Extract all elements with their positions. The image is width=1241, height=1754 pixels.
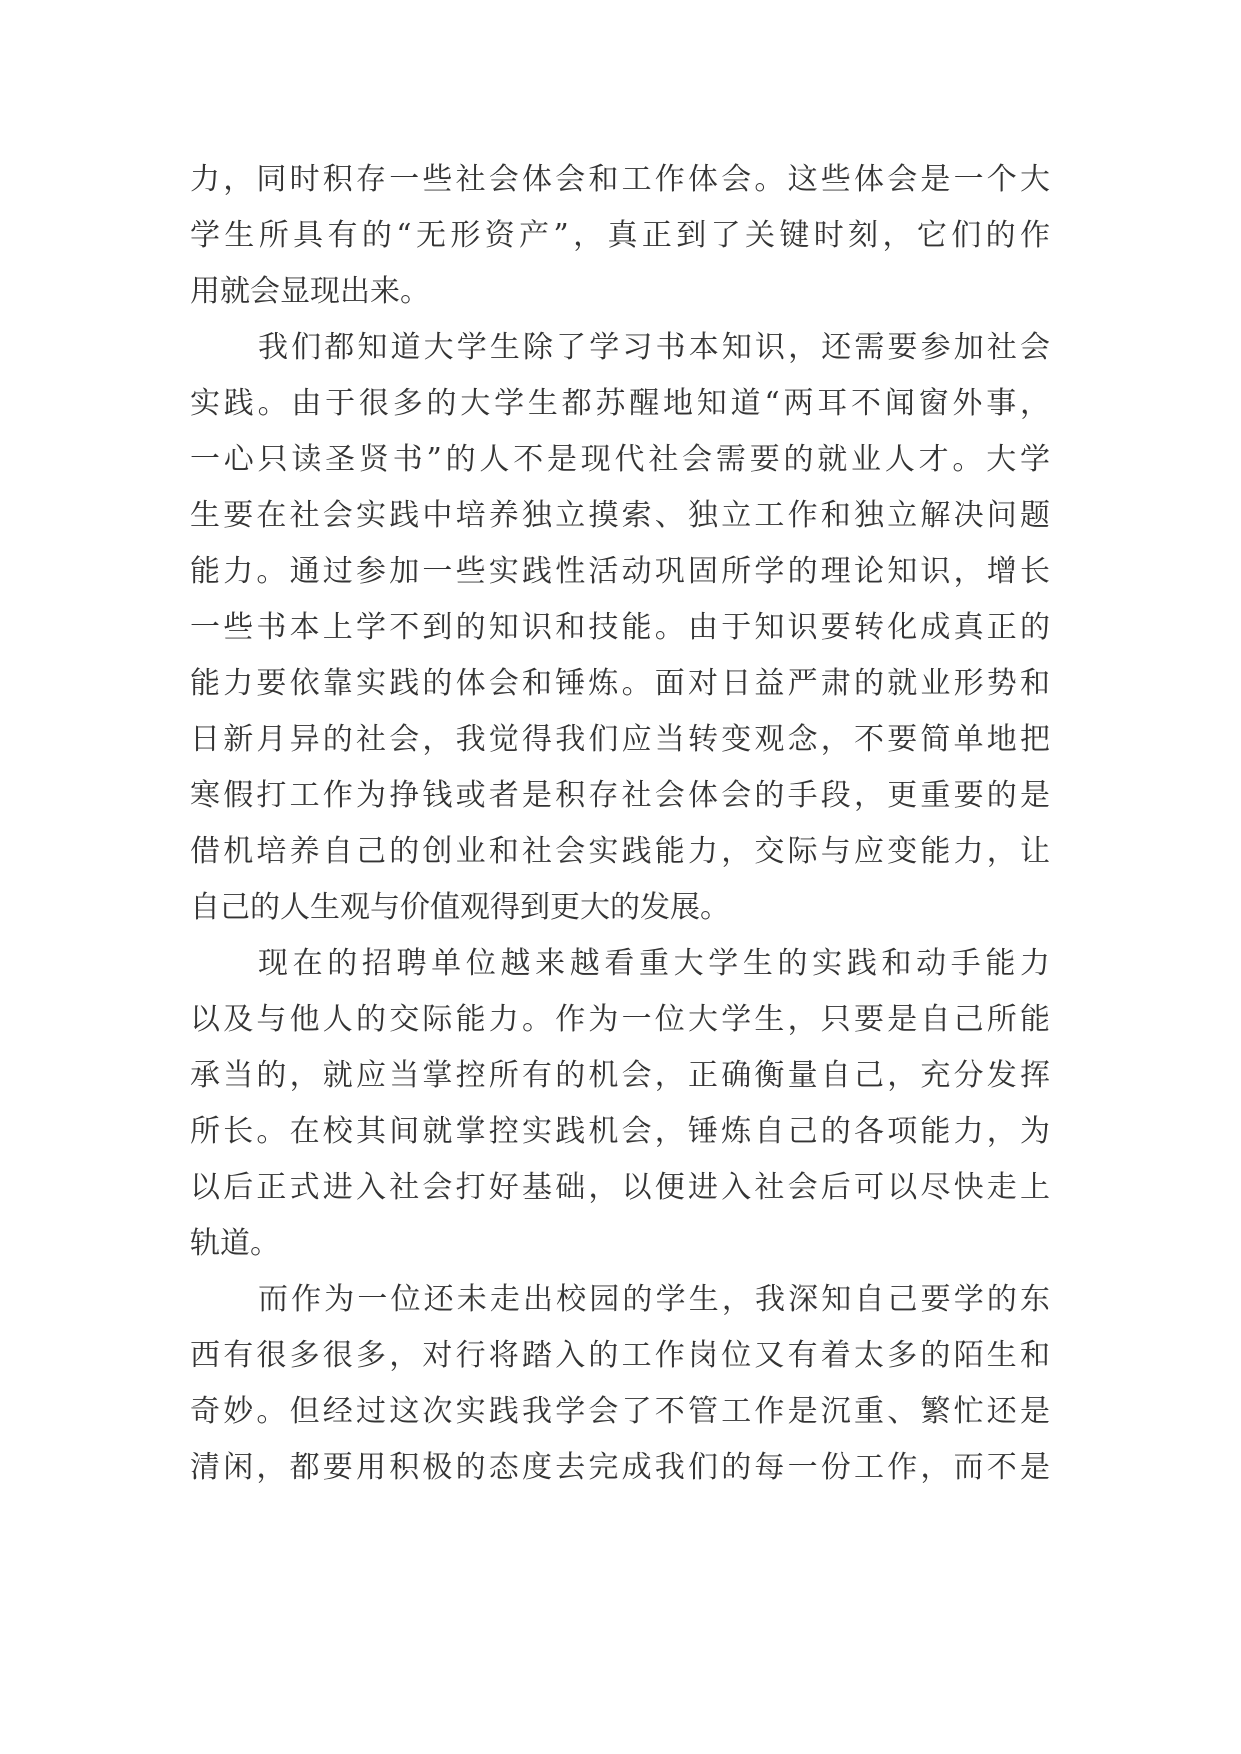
paragraph-3-line-4: 所长。在校其间就掌控实践机会，锤炼自己的各项能力，为 <box>190 1114 1050 1149</box>
paragraph-3-line-1: 现在的招聘单位越来越看重大学生的实践和动手能力 <box>258 946 1050 981</box>
paragraph-1-line-1: 力，同时积存一些社会体会和工作体会。这些体会是一个大 <box>190 162 1050 197</box>
paragraph-2-line-8: 日新月异的社会，我觉得我们应当转变观念，不要简单地把 <box>190 722 1050 757</box>
paragraph-2-line-3: 一心只读圣贤书”的人不是现代社会需要的就业人才。大学 <box>190 442 1050 477</box>
paragraph-2-line-10: 借机培养自己的创业和社会实践能力，交际与应变能力，让 <box>190 834 1050 869</box>
paragraph-3-line-3: 承当的，就应当掌控所有的机会，正确衡量自己，充分发挥 <box>190 1058 1050 1093</box>
paragraph-1-line-2: 学生所具有的“无形资产”，真正到了关键时刻，它们的作 <box>190 218 1050 253</box>
paragraph-3-line-5: 以后正式进入社会打好基础，以便进入社会后可以尽快走上 <box>190 1170 1050 1205</box>
paragraph-2-line-2: 实践。由于很多的大学生都苏醒地知道“两耳不闻窗外事， <box>190 386 1050 421</box>
paragraph-2-line-4: 生要在社会实践中培养独立摸索、独立工作和独立解决问题 <box>190 498 1050 533</box>
paragraph-2-line-1: 我们都知道大学生除了学习书本知识，还需要参加社会 <box>258 330 1050 365</box>
paragraph-3-line-6: 轨道。 <box>190 1226 280 1261</box>
paragraph-2-line-9: 寒假打工作为挣钱或者是积存社会体会的手段，更重要的是 <box>190 778 1050 813</box>
paragraph-3-line-2: 以及与他人的交际能力。作为一位大学生，只要是自己所能 <box>190 1002 1050 1037</box>
paragraph-2-line-5: 能力。通过参加一些实践性活动巩固所学的理论知识，增长 <box>190 554 1050 589</box>
paragraph-4-line-3: 奇妙。但经过这次实践我学会了不管工作是沉重、繁忙还是 <box>190 1394 1050 1429</box>
paragraph-2-line-11: 自己的人生观与价值观得到更大的发展。 <box>190 890 730 925</box>
paragraph-2-line-6: 一些书本上学不到的知识和技能。由于知识要转化成真正的 <box>190 610 1050 645</box>
paragraph-4-line-4: 清闲，都要用积极的态度去完成我们的每一份工作，而不是 <box>190 1450 1050 1485</box>
paragraph-1-line-3: 用就会显现出来。 <box>190 274 430 309</box>
paragraph-4-line-1: 而作为一位还未走出校园的学生，我深知自己要学的东 <box>258 1282 1050 1317</box>
paragraph-2-line-7: 能力要依靠实践的体会和锤炼。面对日益严肃的就业形势和 <box>190 666 1050 701</box>
paragraph-4-line-2: 西有很多很多，对行将踏入的工作岗位又有着太多的陌生和 <box>190 1338 1050 1373</box>
